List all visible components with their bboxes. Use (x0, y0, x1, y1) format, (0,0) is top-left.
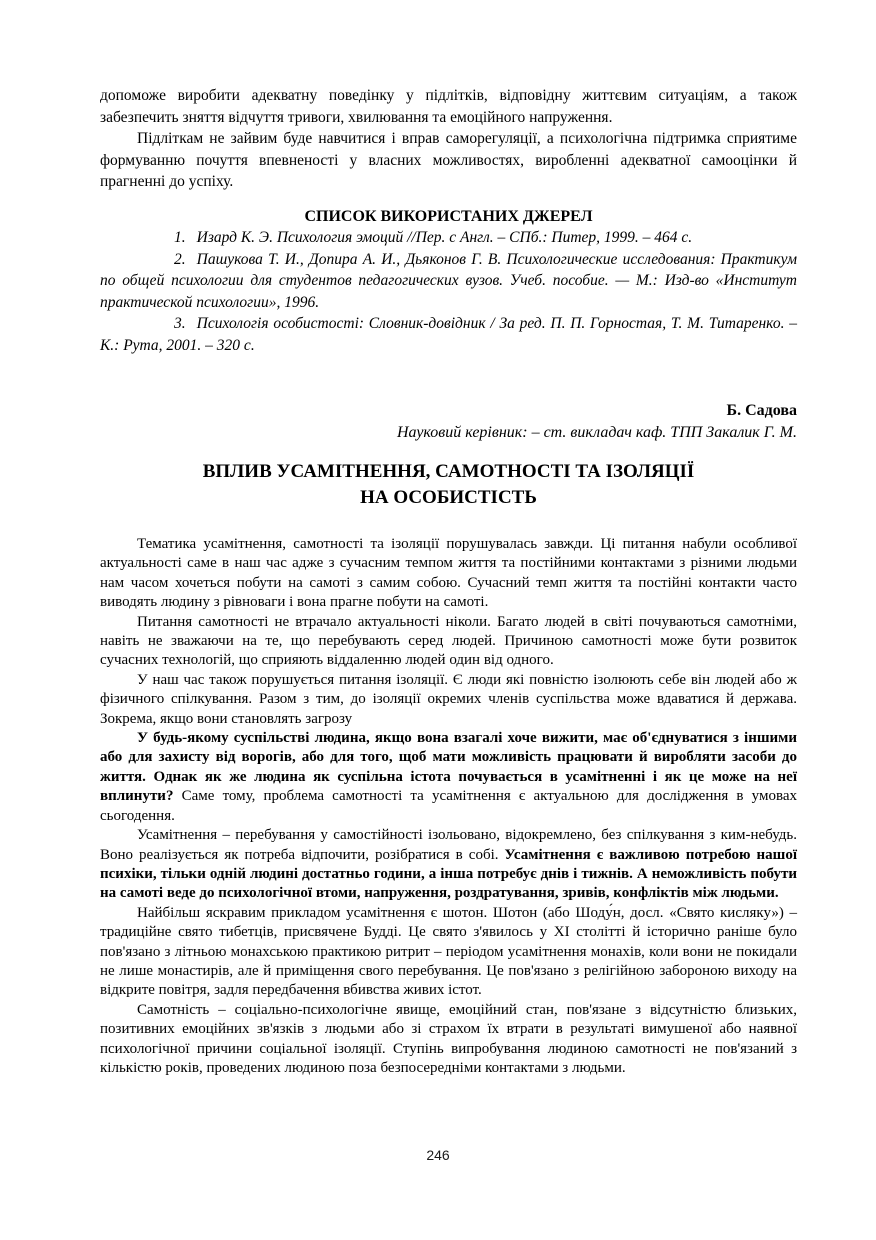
intro-paragraph: допоможе виробити адекватну поведінку у підлітків, відповідну життєвим ситуаціям, а також забезпечить зняття відчуття тривоги, хвилювання та емоційного напруження. (100, 87, 797, 126)
article-paragraph: У будь-якому суспільстві людина, якщо вона взагалі хоче вижити, має об'єднуватися з іншими або для захисту від ворогів, або для того, щоб мати можливість працювати й виробляти засоби до життя. Однак як же людина як суспільна істота почувається в усамітненні і як це може на неї вплинути? Саме тому, проблема самотності та усамітнення є актуальною для дослідження в умовах сьогодення. (100, 730, 797, 824)
article-paragraph: У наш час також порушується питання ізоляції. Є люди які повністю ізолюють себе він людей або ж фізичного спілкування. Разом з тим, до ізоляції окремих членів суспільства може вдаватися й держава. Зокрема, якщо вони становлять загрозу (100, 671, 797, 727)
article-paragraph: Питання самотності не втрачало актуальності ніколи. Багато людей в світі почуваються самотніми, навіть не зважаючи на те, що перебувають серед людей. Причиною самотності може бути розвиток сучасних технологій, що сприяють віддаленню людей один від одного. (100, 613, 797, 669)
reference-item: 1. Изард К. Э. Психология эмоций //Пер. с Англ. – СПб.: Питер, 1999. – 464 с. (100, 227, 797, 249)
page-number: 246 (426, 1147, 450, 1163)
article-title-line2: НА ОСОБИСТІСТЬ (360, 487, 537, 508)
references-heading: СПИСОК ВИКОРИСТАНИХ ДЖЕРЕЛ (304, 207, 593, 225)
page-content (100, 85, 797, 1078)
article-paragraph: Усамітнення – перебування у самостійності ізольовано, відокремлено, без спілкування з ким-небудь. Воно реалізується як потреба відпочити, розібратися в собі. Усамітнення є важливою потребою нашої психіки, тільки одній людині достатньо години, а інша потребує днів і тижнів. А неможливість побути на самоті веде до психологічної втоми, напруження, роздратування, зривів, конфліктів між людьми. (100, 827, 797, 902)
author-name: Б. Садова (726, 402, 797, 419)
article-body (100, 535, 797, 1078)
article-title-line1: ВПЛИВ УСАМІТНЕННЯ, САМОТНОСТІ ТА ІЗОЛЯЦІЇ (202, 461, 695, 482)
reference-item: 3. Психологія особистості: Словник-довідник / За ред. П. П. Горностая, Т. М. Титаренко. – К.: Рута, 2001. – 320 с. (100, 315, 797, 354)
references-list (100, 227, 797, 356)
article-paragraph: Тематика усамітнення, самотності та ізоляції порушувалась завжди. Ці питання набули особливої актуальності саме в наш час адже з сучасним темпом життя та постійними контактами з різними людьми нам часом хочеться побути на самоті з самим собою. Сучасний темп життя та постійні контакти часто виводять людину з рівноваги і вона прагне побути на самоті. (100, 536, 797, 611)
article-title (100, 459, 797, 511)
reference-number: 1. (174, 229, 186, 246)
article-paragraph: Самотність – соціально-психологічне явище, емоційний стан, пов'язане з відсутністю близьких, позитивних емоційних зв'язків з людьми або зі страхом їх втрати в результаті вимушеної або наявної психологічної причини соціальної ізоляції. Ступінь випробування людиною самотності не пов'язаний з кількістю років, проведених людиною поза безпосередніми контактами з людьми. (100, 1001, 797, 1076)
article-paragraph: Найбільш яскравим прикладом усамітнення є шотон. Шотон (або Шоду́н, досл. «Свято кисляку») – традиційне свято тибетців, присвячене Будді. Це свято з'явилось у XI столітті й історично раніше було пов'язано з літньою монахською практикою ритрит – періодом усамітнення монахів, коли вони не покидали не лише монастирів, але й приміщення свого перебування. Це пов'язано з релігійною забороною виходу на відкрите повітря, задля передбачення вбивства живих істот. (100, 904, 797, 999)
reference-item: 2. Пашукова Т. И., Допира А. И., Дьяконов Г. В. Психологические исследования: Практикум по общей психологии для студентов педагогических вузов. Учеб. пособие. — М.: Изд-во «Институт практической психологии», 1996. (100, 250, 797, 311)
reference-number: 3. (174, 315, 186, 332)
supervisor-line: Науковий керівник: – ст. викладач каф. ТПП Закалик Г. М. (396, 423, 797, 441)
intro-paragraph: Підліткам не зайвим буде навчитися і вправ саморегуляції, а психологічна підтримка сприятиме формуванню почуття впевненості у власних можливостях, виробленні адекватної самооцінки й прагненні до успіху. (100, 130, 797, 190)
reference-number: 2. (174, 250, 186, 268)
byline (100, 400, 797, 443)
intro-section (100, 85, 797, 193)
